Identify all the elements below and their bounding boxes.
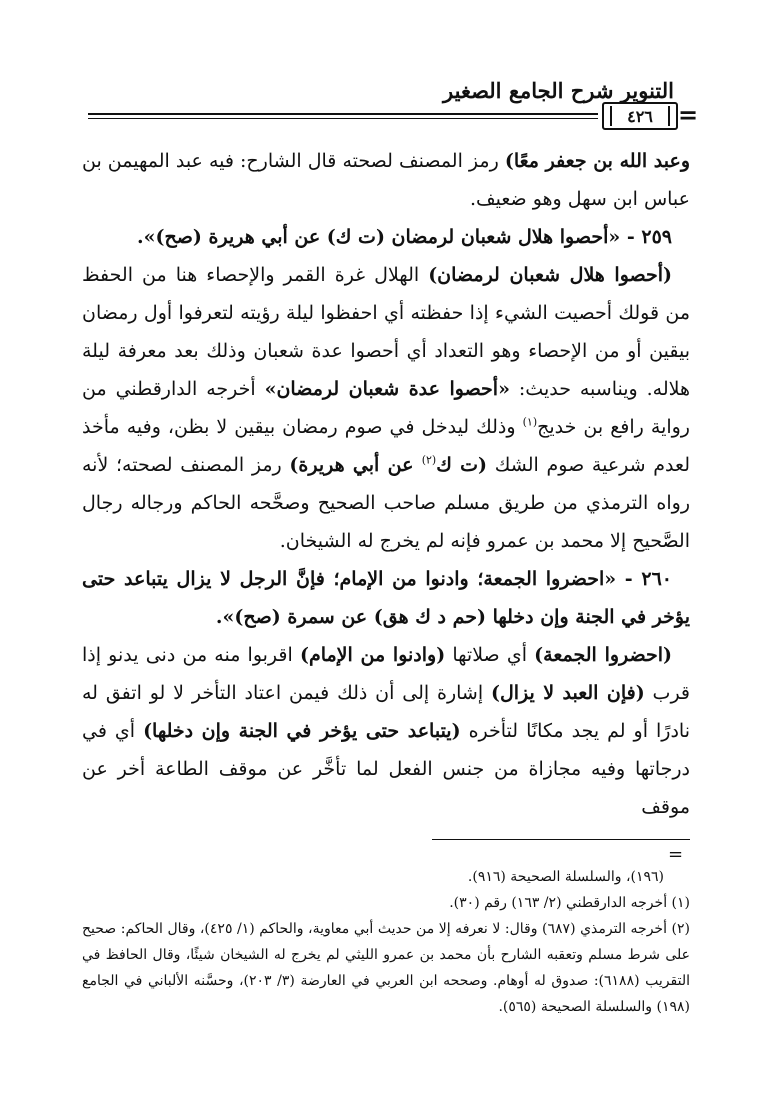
text-run: رمز المصنف لصحته؛ لأنه رواه الترمذي من طريق مسلم صاحب الصحيح وصحَّحه الحاكم ورجاله رجال الصَّحيح إلا محمد بن عمرو فإنه لم يخرج له الشيخان. — [82, 454, 690, 552]
bold-phrase: (فإن العبد لا يزال) — [490, 682, 645, 704]
header-equals-sign: = — [678, 100, 699, 129]
text-run: أي صلاتها — [445, 644, 535, 666]
paragraph-continuation — [82, 142, 690, 218]
bold-phrase: «أحصوا عدة شعبان لرمضان» — [264, 378, 510, 400]
text-run: اقربوا منه من دنى يدنو إذا قرب — [82, 644, 691, 704]
header-rule-thin — [88, 118, 598, 119]
text-run: الهلال غرة القمر والإحصاء هنا من الحفظ من قولك أحصيت الشيء إذا حفظته أي احفظوا ليلة رؤيته لتعرفوا أول رمضان بيقين أو من الإحصاء وهو التعداد أي أحصوا عدة شعبان وذلك بعد معرفة ليلة هلاله. ويناسبه حديث: — [82, 264, 690, 400]
footnote-continuation: (١٩٦)، والسلسلة الصحيحة (٩١٦). — [467, 869, 664, 885]
page-number: ٤٢٦ — [627, 106, 653, 126]
footnote-1: (١) أخرجه الدارقطني (٢/ ١٦٣) رقم (٣٠). — [449, 895, 690, 911]
hadith-heading-text: ٢٦٠ - «احضروا الجمعة؛ وادنوا من الإمام؛ فإنَّ الرجل لا يزال يتباعد حتى يؤخر في الجنة وإن دخلها (حم د ك هق) عن سمرة (صح)». — [82, 568, 690, 628]
hadith-259-heading — [82, 218, 690, 256]
text-run: رمز المصنف لصحته قال الشارح: فيه عبد المهيمن بن عباس ابن سهل وهو ضعيف. — [82, 150, 690, 210]
bold-phrase: (يتباعد حتى يؤخر في الجنة وإن دخلها) — [143, 720, 461, 742]
page-number-box — [602, 102, 678, 130]
footnote-rule — [432, 839, 690, 840]
footnotes — [82, 864, 690, 1020]
header-rule — [88, 113, 598, 115]
bold-phrase: (وادنوا من الإمام) — [299, 644, 446, 666]
bold-phrase: (أحصوا هلال شعبان لرمضان) — [428, 264, 673, 286]
text-run: إشارة إلى أن ذلك فيمن اعتاد التأخر لا لو اتفق له نادرًا أو لم يجد مكانًا لتأخره — [82, 682, 690, 742]
hadith-260-commentary — [82, 636, 690, 826]
bold-phrase: (احضروا الجمعة) — [534, 644, 673, 666]
hadith-260-heading — [82, 560, 690, 636]
text-run: أي في درجاتها وفيه مجازاة من جنس الفعل لما تأخَّر عن موقف الطاعة أخر عن موقف — [82, 720, 690, 818]
running-header-title: التنوير شرح الجامع الصغير — [443, 78, 674, 103]
bold-phrase: وعبد الله بن جعفر معًا) — [504, 150, 690, 172]
text-run: أخرجه الدارقطني من رواية رافع بن خديج — [82, 378, 690, 438]
footnote-equals-sign: = — [668, 844, 684, 865]
main-text — [82, 142, 690, 826]
text-run: وذلك ليدخل في صوم رمضان بيقين لا بظن، وفيه مأخذ لعدم شرعية صوم الشك — [82, 416, 690, 476]
bold-phrase: (ت ك — [436, 454, 488, 476]
hadith-259-commentary — [82, 256, 690, 560]
bold-phrase: عن أبي هريرة) — [289, 454, 422, 476]
footnote-ref-2[interactable]: (٢) — [421, 453, 437, 467]
footnote-2: (٢) أخرجه الترمذي (٦٨٧) وقال: لا نعرفه إلا من حديث أبي معاوية، والحاكم (١/ ٤٢٥)، وقال الحاكم: صحيح على شرط مسلم وتعقبه الشارح بأن محمد بن عمرو الليثي لم يخرج له الشيخان شيئًا، وقال الحافظ في التقريب (٦١٨٨): صدوق له أوهام. وصححه ابن العربي في العارضة (٣/ ٢٠٣)، وحسَّنه الألباني في الجامع (١٩٨) والسلسلة الصحيحة (٥٦٥). — [82, 921, 691, 1015]
footnote-ref-1[interactable]: (١) — [522, 415, 538, 429]
hadith-heading-text: ٢٥٩ - «أحصوا هلال شعبان لرمضان (ت ك) عن أبي هريرة (صح)». — [137, 226, 672, 248]
